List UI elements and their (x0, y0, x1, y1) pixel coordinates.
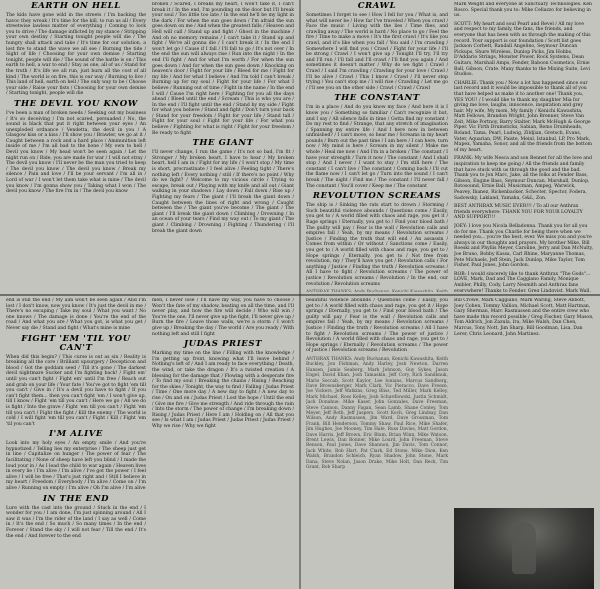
column-7 (306, 298, 448, 588)
column-2 (152, 2, 294, 292)
lyrics-revolution-continued: beautiful violence abounds / Questions come / Easily, you get to / A world filled with chaos and rage, you get it / Hope springs / Eternally, you get to / Find your blood bath / The guilty will pay / Fear is the wall / Revolution calls and empires fall / Yeah, by my means / Revolution screams / Justice / Finding the truth / Revolution screams / All I have to fight / Revolution screams / The power of justice / Revolution / A world filled with chaos and rage, you get to / Hope springs / Eternally / Revolution screams / The power of justice / Revolution screams / Revolution (306, 298, 448, 354)
band-photo (454, 508, 594, 589)
column-5 (6, 298, 146, 588)
song-title-the-giant: THE GIANT (192, 138, 254, 149)
lyrics-giant-continued: men, I never lose / I'll have my way, you have to choose / Won't the fate of my shadow, beating on all the time, and I'll never play, and how the fire will decide / Who will win / You're the one, I'll never give up the fight, I'll never give up / Burn the fire / Leave those walls, we're a storm / I won't give up / Breaking the day / The world / Are you ready / With nothing left and still I fight (152, 298, 294, 337)
column-4 (454, 2, 594, 292)
lyrics-in-the-end: Lure with the cast into the ground / Stuck in the end / I wonder for you / I am done, I'm just spinning around / All I saw it was / I'm the rider of the land / I say as well / Come in / It's the end / So much / So many times / In the end / Forever / Stand the sky / I will not fear / Till the end / It's the end / And forever to the end (6, 505, 146, 539)
thanks-frank: FRANK: My wife Nesca and son Bennet for all the love and inspiration to keep me going / All the friends and family that have stuck with us through the good and the bad. Thank you to Jon Marc, Jake, all the folks at Fender Bass, Gibson, Engine Bass, Seymour Duncan, Marshall, Dunlop, Rotosound, Ernie Ball, Musicman, Ampeg, Warwick, Peavey, Ibanez, Rickenbacker, Schecter, Spector, Fodera, Sadowsky, Lakland, Yamaha, G&L, Zon. (454, 156, 592, 201)
lyrics-judas-priest: Marking my time on the line / Filling with the knowledge / I'm getting up front, knowing what I'll leave behind / Nothing's left of / And I am ready to face everything / Death, the wind, or take the dragon / It's a twisted creation / A blessing for the damage that / Flowing with a desperate fire / To find my soul / Breaking the chains / Rising / Reaching for the skies / Tonight, the way to find / Falling / Judas Priest / Time / One more day / A new day to fight / A new day to rise / On and on / Judas Priest / Lost the hope / Until the end / Give me fire / Give me strength / And ride through the rain / Into the storm / The power of change / I'm breaking down / Rising / Judas Priest / Here I am / Holding on / All that you see / Is what I am / Judas Priest / Judas Priest / Judas Priest / Why we rise / Why we fight (152, 351, 294, 429)
song-title-im-alive: I'M ALIVE (49, 429, 103, 440)
thanks-intro: Mark Weight and everyone at Sanctuary Technologies. Ken Rosco. Special thank you to: Mike Cellazzo for believing in us. (454, 2, 593, 19)
thanks-scott: SCOTT: My heart and soul Pearl and Revel / All my love and respect to my family, the fans, the friends, and everyone that has been with us through the making of this record. Your support is our foundation / Scott list goes Jackson Corbett, Randall Angelino, Seymour Duncan Pickups, Shure Wireless, Dunlop Picks, Jim Hobbs, D'Addario Strings, Monster Power, Rock Systems, Dean Guitars, Marshall Amps, Fender, Baboon Cosmetics, Ernie Ball, Gibson, Crate. Many thanks to the Mixing Suite, Levi Studios. (454, 21, 591, 78)
thanks-charlie: CHARLIE: Thank you / Now a lot has happened since our last record and it would be impossible to thank all of you that have helped us make it to another one! Thank you, YES YOU! / I would like to thank my daughter Mia for giving me love, laughs, innocence, inspiration and grey hair. My wife, My mom, My family / Kenichi Kawashita, Matt Fellows, Brandon Wright, John Brenner, Steve Van Zeit, Mike Portnoy, Barry Stalter, Mark McHugh & George Piper. Vic Firth Drumsticks, Sabian, Remo Drumheads, Roland, Tama, Pearl, Ludwig, Zildjian, Gretsch, Evans, Vater, Aquarian, DW, Paiste, Meinl, Istanbul, LP, Pro Mark, Mapex, Yamaha, Sonor, and all the friends from the bottom of my heart. (454, 80, 592, 153)
song-title-crawl: CRAWL (357, 2, 397, 11)
song-title-the-devil-you-know: THE DEVIL YOU KNOW (14, 98, 138, 109)
lyrics-revolution-screams: The ship is / Sinking the rats start to drown / Storming / Such beautiful violence abounds / Questions come / Easily, you get to / A world filled with chaos and rage, you get it / Rage springs / Eternally, you get to / Find your blood bath / The guilty will pay / Fear is the wall / Revolution calls and empires fall / Yeah, by my means / Revolution screams / Justice / Finding the truth that will end / An assassin / Comes from within / Or without / Sanctions come / Easily, you get to / A world filled with chaos and rage, you get to / Hope springs / Eternally, you get to / Not free from revolution, my / They'll have you get / Revolution calls / For anything / Justice / Finding the truth / Revolution screams / All I have to fight / Revolution screams / The power of justice / Revolution screams / Revolution / In the end, our revolution / Revolution screams (306, 203, 448, 287)
song-title-judas-priest: JUDAS PRIEST (183, 339, 263, 350)
song-title-revolution-screams: REVOLUTION SCREAMS (312, 191, 442, 202)
thanks-rob: ROB: I would sincerely like to thank Anthrax "The Gods"... LOVE, Mark, Dad and The Caggiano Family, Monique Ambler, Philly, Cody, Larry Nesmith and Anthrax fans everywhere! Thanks to Fender, Greg Lindqvist, Mark Wall, (454, 271, 591, 292)
lyrics-continued-lower: end is still the end / My aim won't be seen again / And I'm lost / I don't know, now you know / It's just the devil in me / There's no escaping / Take my soul / What you want / No one knows / The damage is done / You're the end of the road / And what you are / What you got, is what you get / Never say die / Stand and fight / What's mine is mine (6, 298, 146, 331)
thanks-anthrax (306, 290, 448, 292)
song-title-earth-on-hell: EARTH ON HELL (31, 2, 121, 11)
column-3 (306, 2, 448, 292)
lyrics-im-alive: Look into my holy eyes / An empty smile / And you're hypnotized / Telling lies my enterprise / The sheep just get in line / Capitalize on hunger / The power of fear / The facilitating / None of sheep have left you blind / I made the loud your in / As I lead the child to war again / Heaven lives in every lie / I'm alive / I'm alive / I've got the power / I feel alive / I will be free / That's just right and / Still I believe in my heart / Freedom / Everybody / I'm alive / Come on / I'm alive / Running on empty / I'm alive / Oh I'm alive / I'm alive (6, 441, 146, 492)
song-title-in-the-end: IN THE END (42, 493, 110, 504)
thanks-crew: Bill Crowe, Mark Caggiano, Mark Waring, Steve Abbott, Joey Cohen, Tommy Vallion, Michael Scott, Matt Hartman, Gary Sherman, Marc Rasmussen and the entire crew who have made this record possible / Greg Fischer, Gary Mason, Tom Aldrich, Jon Zazula, Ira, Mike Walsh, Dan Chen, Marcus, Tony Nott, Jim Sharp, Bill Goodman, Lisa, Dan Lerer, Chris Leonard, John Martinez. (454, 298, 594, 337)
lyrics-the-giant: I'll never change, I run the game / It's not so bad, I'm fit / Stronger / My broken heart, I have to hear / My broken heart, hell I am in / Fight for my life / I won't stop / My time is short, procrastinate / I feel alive / Feeling tight / There's nothing left / Every nothing / still / If there's no point / Why do we fight? / Welcome to my vicious circle / Trying to escape, break out / Playing with my knife and all out / Giant walking in your shadows / Lay down / Fall down / Rise up / Fighting my fears / The giant / I'll break the giant down / Caught between the lines of right and wrong / Caught between the / The giant you've become / The giant / The giant / I'll break the giant down / Climbing / Drowning / In an ocean of your tears / Find my way out / To my giant / The giant / Climbing / Drowning / Fighting / Thundering / I'll break the giant down (152, 150, 294, 234)
fold-line-vertical (299, 0, 301, 589)
lyrics-crawl: Sometimes I forget to see / How I fell for you / What is, and what will never be / How far I've traveled / When you crawl / Face the music / Living with the lies / Time flies, and crawling away / The world is hard / No place to go / Feel the fire / Time to make a move / It's the first crawl / It's like you crawl, and it's like when you fall / You said / I'm crawling / Somewhere I will find you / Crawl / Fight for your life / I'll be strong / Crawl / I won't give up / Tonight I'll try, I'll try and I'll run / I'll fall and I'll crawl / I'll find you again / And sometimes it doesn't matter / Why do we fight / Crawl / Crawl / I said I'm crawling / Crawling for your love / Crawl / I'll be alive / Crawl / This I know / Crawl / I'll never stop trying / You can't stop me / I will rise / Crawling / Let me go / I'll see you on the other side / Crawl / Crawl / Crawl (306, 13, 448, 91)
lyrics-fight-em: When did this begin? / This curse is out as sin / Reality is breaking all the core / Brilliant upsurgery / Decepticon and blood / Got the goddam seed / Till it's gone / The darkest devil nightmare Sucker and I'm fighting back! / Fight em' until you can't fight / Fight em' until I'm free / Reach out and grab on your life / Your fate / You've got to fight 'em till you can't / Give in / It's a devil you have to fight / If you can't fight them... then you can't fight 'em / I won't give up, till I know / Fight 'em till you can't / Here we go / All we do is fight / Into the grave / Fight 'em till you can't / Fight 'em till you can't / Fight the fight / Kill the enemy / The world is cold / I will fight 'em till you can't / Fight / Kill / Fight 'em 'til you can't (6, 354, 146, 427)
lyrics-earth-on-hell: The kids have gone wild in the streets / I'm backing the havoc they wreak / It's time for the kill, to run us all / Every streetwise lawless matter of everything / Coming to lock you to drive / The damage inflicted by my stance / Stripping your own destiny / Starting tonight people will die / The hungry shall attack and take / It's time for our solution, a lost fire to stand the wave we all see / Burning the tide / Sight of life / Choosing for your own demise / Starting tonight, people will die / The sound of the battle is on / This earth to hell, a war to end / Stay as one, all of us / Stand for the truth / It's life we all run, just burn all the cost of all kind / The world is on fire, this is our way / Burning to live / This land of hell, earth on hell / The only way to be / Choose your side / Raise your fists / Choosing for your own demise / Starting tonight, people will die (6, 13, 146, 97)
photo-figure (512, 522, 536, 574)
song-title-fight-em: FIGHT 'EM 'TIL YOU CAN'T (21, 333, 131, 353)
column-1 (6, 2, 146, 292)
lyrics-continued: broken / Scared, I breaks my heart, I won't take it, I can't break it / In the end, I'm pounding on the door but I'll break your soul / Too little too late / In the end he'll be my light in the dark / For when the sun goes down / I'm afraid the sun goes down on me / And when the greatest falls / Heaven and Hell will call / Stand up and fight / Ghost in the machine / And oh no memory remains / I can't take it / Stand up and fight / We're all gonna die / I can't break it / In the end I won't let go / Cause if I fall / I'll fall to go / It's not over / In the end the sun will always rise / Run into the night / In the end I'll fight / And for what I'm worth / For when the sun goes down / And for when the sun goes down / Knocking on heaven's door / Fight for your life / Bleed for me / Fight for my life / And for what I believe / And I'm told I can't break / Burning up for my soul / Fight for your life / For what I believe / Running out of time / Fight in the name / In the end I will / Cause I'm right here / Fighting for you all the days ahead / Bleed until the end / Scream / This is who you are / In the end / I'll fight until the end / Stand by my side / Fight for what you believe / Stand and fight / Don't turn your back / Stand for your freedom / Fight for your life / Stand tall / Fight for your soul / Fight for your life / For what you believe / Fighting for what is right / Fight for your freedom / Be ready to fight (152, 2, 294, 136)
thanks-best-anthrax: BEST ANTHRAX MUSIC EVER!!! / To all our Anthrax friends everywhere: THANK YOU FOR YOUR LOYALTY AND SUPPORT!!! (454, 204, 583, 221)
thanks-joey: JOEY: I love you Nicola Belladonna. Thank you for all you do for me. Thank you Charlie for being there when we needed you... you're the best, ever. We miss you and you're always in our thoughts and prayers. My brother Mike, Bill Roeski and Phyllis Meyer, Caroline, Jerry and Dan McNulty, Joe Bruno, Bobby Kassa, Carl Rhine, Maryanne Thomas, Pete Michaels, Jeff Stein, Jack Dunlop, Mike Taylor, Tom Fisher, Paul Jones, John Gordon. (454, 223, 594, 269)
song-title-the-constant: THE CONSTANT (334, 93, 420, 104)
lyrics-the-constant: I'm in a place / And do you know my face / And here it is I know you / Something so familiar / Can't recognize it but, and I say / All silence falls in time / Gotta find my constant / Do my rest to find / Strange, that any stretch of imagination / Spanning my entire life / And I here now in between unfinished? / I can't move, so hear me / Screams in my heart pounds / Burn out the past time / I am here / I can here, turn now / My mind is here / Scream in my silent / Make me whole / Heal me now / And I'm in a broken / The constant / I have your strength / Turn it now / The constant / And I shall stop / And I never / I want to stay / I'm still here / The constant / I can't live / The constant / Coming back / I'll cut the flame now / I can't let go / Turn into the sound / I can't break / The night / Find me / The constant / I'll never fall / The constant / You'll cover / Keep me / The constant (306, 105, 448, 189)
column-6 (152, 298, 294, 588)
lyrics-the-devil-you-know: I've been a man of broken needs / Seeking out my business / It's so deceiving / I'm not scared, persuaded / No, the sound is black that put it right between your eyes / An unexploded ordnance / Vendetta, the devil in you / A Glasgow kiss or a kiss / I'll show you / Brawler, we go at it / Caught between a rock and a hard place / Ammunition left inside of me / I'm all bad to the bone / My own to hell / Devil you know / My head won't be seen again / Let the night run on / Ride, you are made for war / I will not stray / The devil you know / I'll never be the man you tried to keep / The devil you know / The devil you know / Break my silence / Pain and love / I'll be your servant / I'm all in / Lord of war / I won't let them take what is mine / The devil you know / I'm gonna show you / Taking what I won / The devil you know / The fire I'm in / The devil you know (6, 110, 146, 195)
thanks-list: ANTHRAX THANKS: Andy Buchanan, Kenichi Kawashita, Keith Buckley, Jon Fishman, Andy Harley, Josh Newton, Darren Hansen, Jamie Seaberg, Mark Johnson, Guy Sykes, Jason Engel, David Khan, Josh Tamaskin, Jeff Cory, Rich Sandknuk, Mario Seccab, Scott Kaylor, Lee Ionians, Marcus Sandberg, Dave Brownsberger, Mark Clark, Vic Pieracco, Dave Freeze, Joe Vickers, Jeff Watkins, Greg Bliss, Ted Miller, Mark Kelley, Mark Michael, Ross Kelley, Josh Schardlowski, Justin Schmidt, Jack Donahue, Mike Kaser, John Gonzales, Dave Freeman, Steve Cannon, Danny Fagan, Sean Lamb, Shane Conley, Tom Meyer, Jeff Roth, Jeff Jaspers, Scott Koch, Greg Lindsay, Dan Wilson, Andy Rasmussen, Jim Ward, Dave Grossman, Tom Frank, Bill Henderson, Tommy Shaw, Paul Rice, Mike Shafer, Jim Hughes, Joe Mooney, Tim Hale, Russ Davies, Matt Gordon, Dave Harris, Jeff Brown, Eric Blum, Brian Winn, Mike Watson, Brent Lewis, Dan Bonner, Mike Lourd, John Freeman, Steve Benson, Paul Jones, Dave Shannon, Jim Davis, Tom Connor, Jack White, Bob Hart, Pat Clark, Ed Stone, Mike Dion, Ken Walsh, Brandon Schleich, Ryan Shadow, John Stone, Mark Dana, Steve Nolan, Jason Drake, Mike Holt, Dan Beck, Tim Grant, Bob Sharp (306, 356, 448, 471)
